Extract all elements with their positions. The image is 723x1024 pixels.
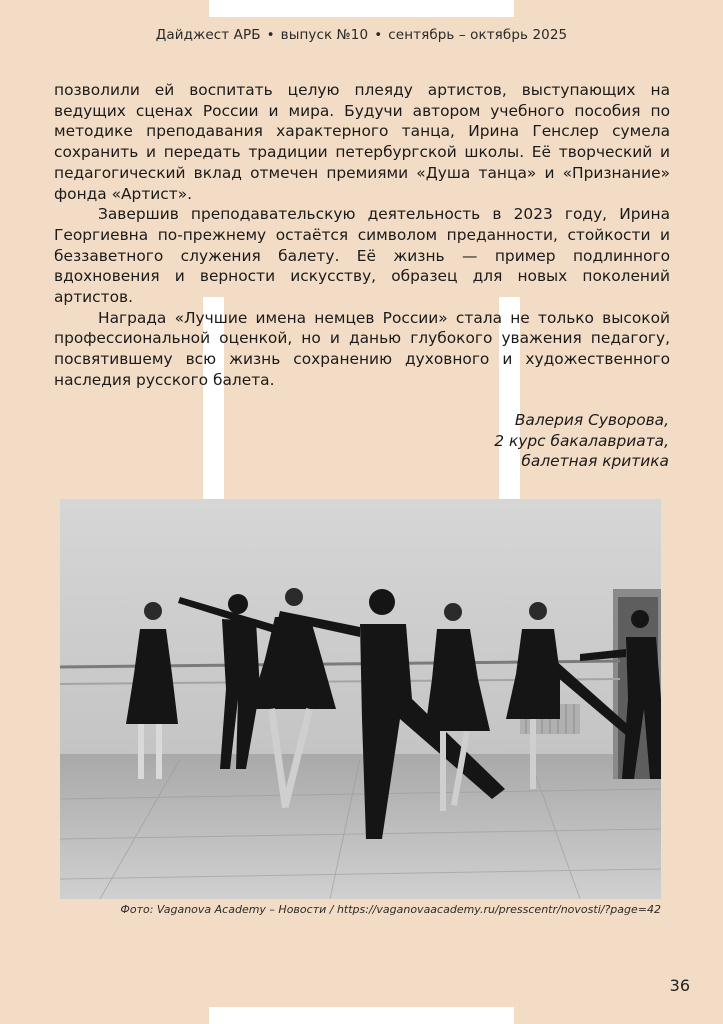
bottom-decor-stripe	[209, 1007, 514, 1024]
ballet-class-photo	[60, 499, 661, 899]
top-decor-stripe	[209, 0, 514, 17]
photo-illustration	[60, 499, 661, 899]
photo-caption: Фото: Vaganova Academy – Новости / https://vaganovaacademy.ru/presscentr/novosti/?page=42	[120, 903, 661, 916]
issue-number: выпуск №10	[280, 27, 369, 43]
article-paragraph: Награда «Лучшие имена немцев России» стала не только высокой профессиональной оценкой, но и данью глубокого уважения педагогу, посвятившему всю жизнь сохранению духовного и художественного наследия русского балета.	[54, 308, 670, 389]
separator-dot: •	[374, 27, 383, 43]
author-course: 2 курс бакалавриата,	[494, 431, 669, 450]
separator-dot: •	[266, 27, 275, 43]
article-paragraph: Завершив преподавательскую деятельность в 2023 году, Ирина Георгиевна по-прежнему остаётся символом преданности, стойкости и беззаветного служения балету. Её жизнь — пример подлинного вдохновения и верности искусству, образец для новых поколений артистов.	[54, 205, 670, 307]
issue-date: сентябрь – октябрь 2025	[388, 27, 568, 43]
running-header	[0, 27, 723, 43]
page-number: 36	[669, 976, 690, 995]
article-paragraph: позволили ей воспитать целую плеяду артистов, выступающих на ведущих сценах России и мира. Будучи автором учебного пособия по методике преподавания характерного танца, Ирина Генслер сумела сохранить и передать традиции петербургской школы. Её творческий и педагогический вклад отмечен премиями «Душа танца» и «Признание» фонда «Артист».	[54, 81, 670, 203]
author-name: Валерия Суворова,	[514, 411, 669, 429]
author-specialty: балетная критика	[521, 452, 669, 471]
author-signature	[494, 410, 669, 472]
journal-title: Дайджест АРБ	[155, 27, 261, 43]
article-body	[54, 80, 670, 391]
